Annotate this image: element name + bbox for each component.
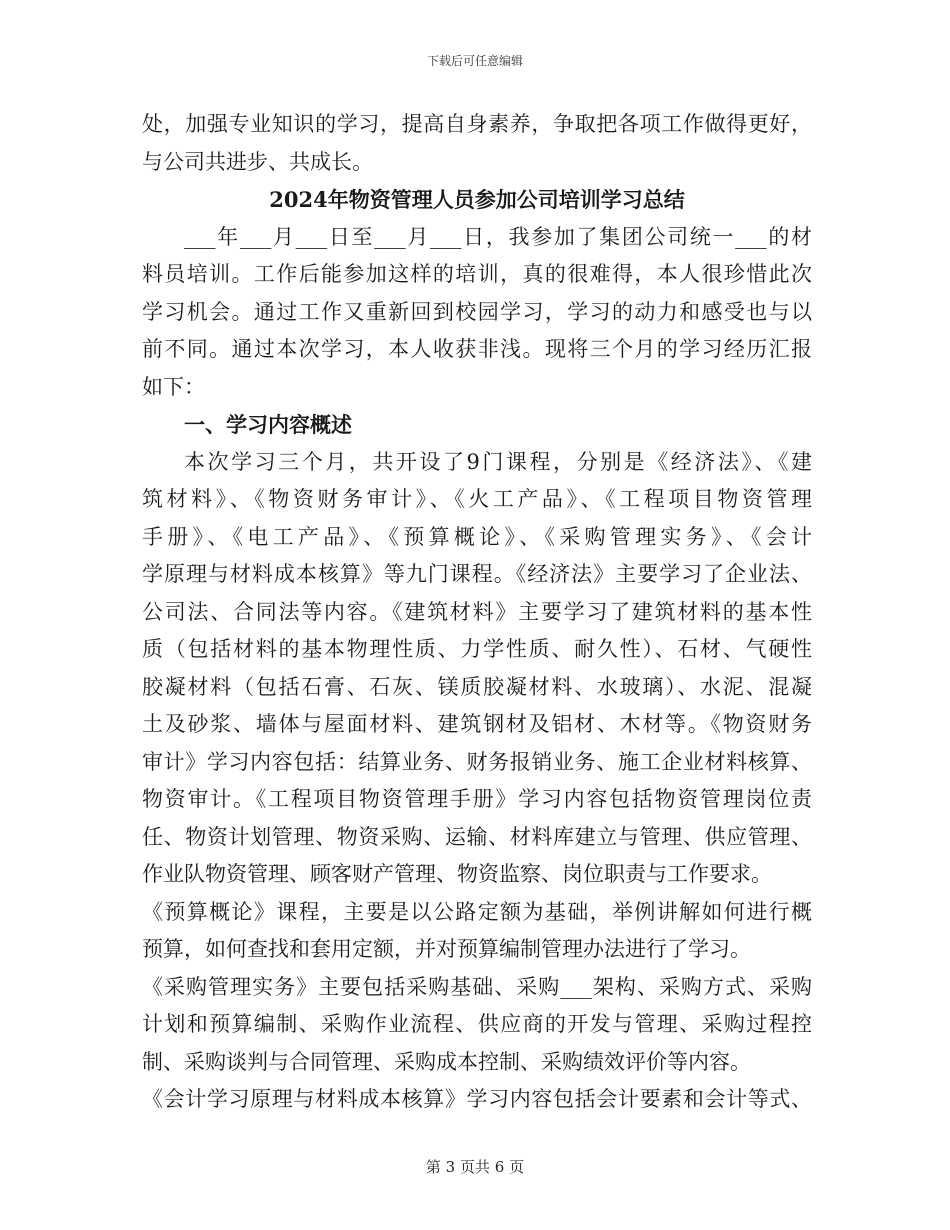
text-line: 手册》、《电工产品》、《预算概论》、《采购管理实务》、《会计 xyxy=(142,524,812,549)
text-line: 处，加强专业知识的学习，提高自身素养，争取把各项工作做得更好， xyxy=(142,112,812,136)
text-line: 与公司共进步、共成长。 xyxy=(142,149,373,174)
section-heading: 一、学习内容概述 xyxy=(184,412,352,437)
text-line: 质（包括材料的基本物理性质、力学性质、耐久性）、石材、气硬性 xyxy=(142,637,812,661)
text-line: 学原理与材料成本核算》等九门课程。《经济法》主要学习了企业法、 xyxy=(142,562,812,586)
text-line: 审计》学习内容包括：结算业务、财务报销业务、施工企业材料核算、 xyxy=(142,749,812,774)
text-line: 计划和预算编制、采购作业流程、供应商的开发与管理、采购过程控 xyxy=(142,1012,812,1036)
text-line: 学习机会。通过工作又重新回到校园学习，学习的动力和感受也与以 xyxy=(142,299,812,324)
text-line: 《会计学习原理与材料成本核算》学习内容包括会计要素和会计等式、 xyxy=(142,1087,812,1111)
text-line: 《采购管理实务》主要包括采购基础、采购___架构、采购方式、采购 xyxy=(142,974,812,999)
text-line: 料员培训。工作后能参加这样的培训，真的很难得，本人很珍惜此次 xyxy=(142,262,812,286)
page-footer: 第 3 页共 6 页 xyxy=(425,1158,525,1176)
text-line: 本次学习三个月，共开设了9门课程，分别是《经济法》、《建 xyxy=(184,449,812,474)
text-line: 胶凝材料（包括石膏、石灰、镁质胶凝材料、水玻璃）、水泥、混凝 xyxy=(142,674,812,699)
text-line: 作业队物资管理、顾客财产管理、物资监察、岗位职责与工作要求。 xyxy=(142,862,772,886)
text-line: 预算，如何查找和套用定额，并对预算编制管理办法进行了学习。 xyxy=(142,937,751,961)
text-line: 筑材料》、《物资财务审计》、《火工产品》、《工程项目物资管理 xyxy=(142,487,812,511)
text-line: 制、采购谈判与合同管理、采购成本控制、采购绩效评价等内容。 xyxy=(142,1049,751,1074)
text-line: 《预算概论》课程，主要是以公路定额为基础，举例讲解如何进行概 xyxy=(142,899,812,924)
text-line: 公司法、合同法等内容。《建筑材料》主要学习了建筑材料的基本性 xyxy=(142,599,812,624)
page-header: 下载后可任意编辑 xyxy=(426,54,523,68)
text-line: 前不同。通过本次学习，本人收获非浅。现将三个月的学习经历汇报 xyxy=(142,337,812,361)
text-line: 物资审计。《工程项目物资管理手册》学习内容包括物资管理岗位责 xyxy=(142,787,812,811)
text-line: 如下： xyxy=(142,374,205,399)
text-line: 土及砂浆、墙体与屋面材料、建筑钢材及铝材、木材等。《物资财务 xyxy=(142,712,812,736)
document-body xyxy=(142,106,812,1119)
text-line: ___年___月___日至___月___日，我参加了集团公司统一___的材 xyxy=(184,224,812,249)
document-title: 2024年物资管理人员参加公司培训学习总结 xyxy=(269,187,685,212)
text-line: 任、物资计划管理、物资采购、运输、材料库建立与管理、供应管理、 xyxy=(142,824,812,849)
